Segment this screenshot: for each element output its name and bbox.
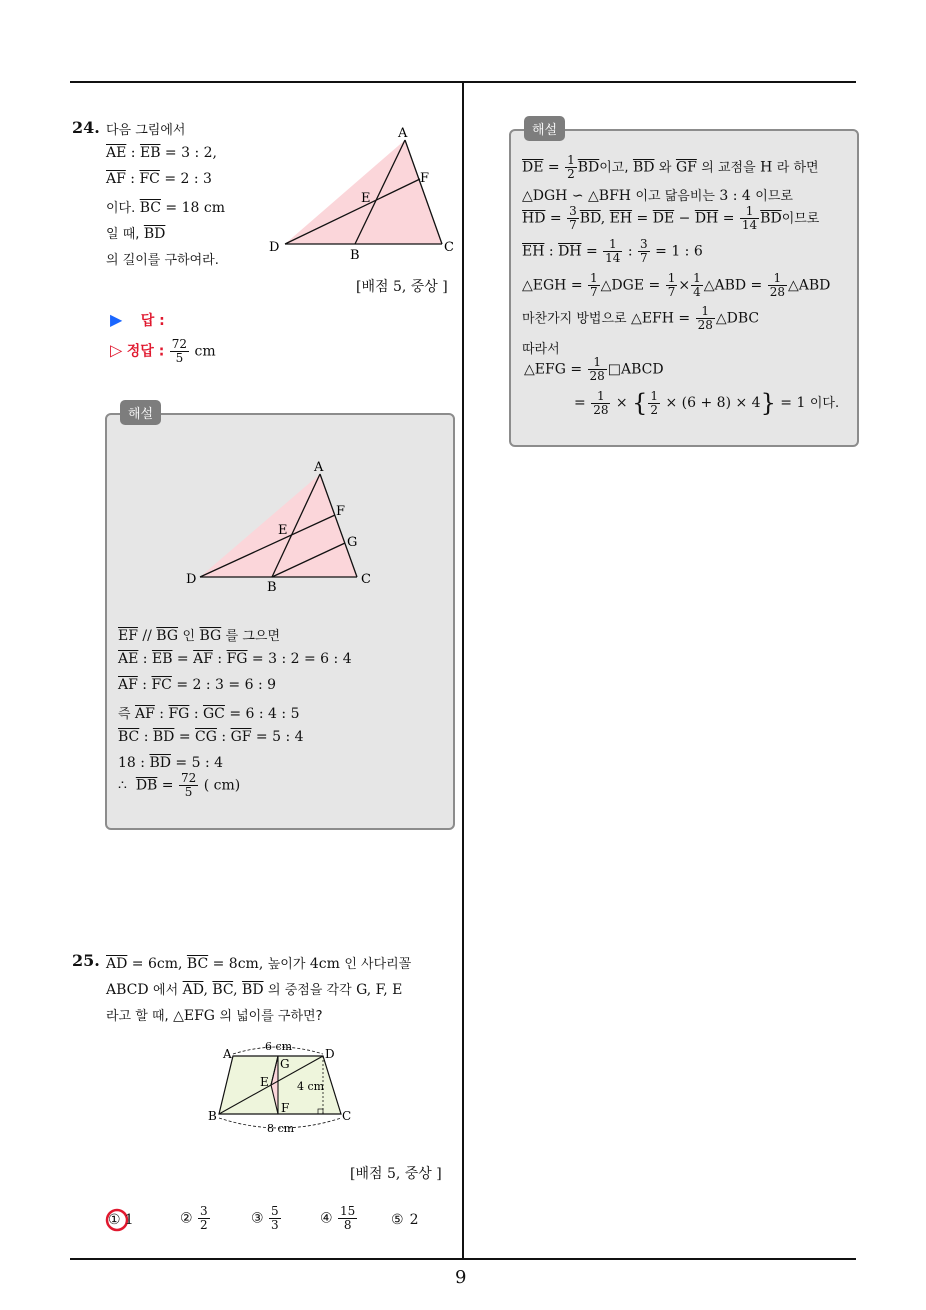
svg-text:B: B	[267, 580, 277, 595]
q25-line-3: 라고 할 때, △EFG 의 넓이를 구하면?	[106, 1008, 323, 1024]
q25-number: 25.	[72, 951, 100, 970]
svg-text:A: A	[223, 1047, 232, 1061]
svg-text:F: F	[281, 1101, 290, 1115]
correct-label: 정답 :	[126, 343, 165, 360]
q24-sol-1: $\overline{EF} // \overline{BG}$ 인 $\overline{BG}$ 를 그으면	[118, 628, 281, 644]
q24-line-1: 다음 그림에서	[106, 123, 186, 138]
q24-solution-tag: 해설	[120, 400, 161, 425]
q24-line-2: $\overline{AE}$ : $\overline{EB} = 3$ : 2,	[106, 145, 217, 161]
choice-4[interactable]: ④ $\frac{15}{8}$	[320, 1204, 356, 1232]
correct-unit: cm	[194, 343, 216, 360]
q25-sol-6: 마찬가지 방법으로 △EFH = $\frac{1}{28}$ △DBC	[522, 304, 760, 332]
label-A: A	[398, 126, 408, 141]
svg-text:E: E	[260, 1075, 269, 1089]
q24-line-5: 일 때, $\overline{BD}$	[106, 226, 166, 242]
q25-solution-tag: 해설	[524, 116, 565, 141]
q25-sol-3: $\overline{HD}$ = $\frac{3}{7}$ $\overline{BD}$, $\overline{EH} = \overline{DE} - \overline{DH}$ = $\frac{1}{14}$ $\overline{BD}$이므로	[522, 204, 820, 232]
correct-fraction: $\frac{72}{5}$	[171, 337, 188, 365]
svg-text:E: E	[278, 523, 288, 538]
q24-answer-row	[110, 310, 165, 330]
q25-line-2: ABCD 에서 $\overline{AD}$, $\overline{BC}$, $\overline{BD}$ 의 중점을 각각 G, F, E	[106, 982, 403, 998]
label-D: D	[269, 240, 280, 255]
q24-triangle-figure	[265, 122, 465, 262]
q25-sol-5: △EGH = $\frac{1}{7}$ △DGE = $\frac{1}{7}$ × $\frac{1}{4}$ △ABD = $\frac{1}{28}$ △ABD	[522, 271, 831, 299]
q25-trapezoid-figure	[205, 1038, 365, 1138]
svg-text:A: A	[314, 460, 324, 475]
q25-line-1: $\overline{AD} = 6cm$, $\overline{BC} = 8cm$, 높이가 4cm 인 사다리꼴	[106, 956, 412, 972]
play-arrow-icon: ▶	[110, 310, 123, 329]
q24-sol-6: 18 : $\overline{BD} = 5$ : 4	[118, 755, 224, 771]
q24-sol-2: $\overline{AE}$ : $\overline{EB} = \overline{AF}$ : $\overline{FG} = 3$ : 2 = 6 : 4	[118, 651, 352, 667]
svg-text:B: B	[208, 1109, 217, 1123]
q24-number: 24.	[72, 118, 100, 137]
q25-choices	[108, 1205, 438, 1245]
svg-text:D: D	[325, 1047, 335, 1061]
q24-sol-7: ∴ $\overline{DB}$ = $\frac{72}{5}$ ( cm)	[118, 771, 241, 799]
q24-line-3: $\overline{AF}$ : $\overline{FC} = 2$ : 3	[106, 171, 212, 187]
q24-line-6: 의 길이를 구하여라.	[106, 253, 219, 268]
svg-text:F: F	[336, 504, 346, 519]
bottom-rule	[70, 1258, 856, 1260]
q25-sol-7: 따라서	[522, 342, 560, 357]
svg-text:G: G	[280, 1057, 290, 1071]
q24-line-4: 이다. $\overline{BC} = 18$ cm	[106, 200, 225, 216]
choice-2[interactable]: ② $\frac{3}{2}$	[180, 1204, 208, 1232]
svg-text:8 cm: 8 cm	[267, 1122, 295, 1135]
svg-text:6 cm: 6 cm	[265, 1040, 293, 1053]
q24-solution-figure	[180, 458, 380, 598]
q24-meta: [배점 5, 중상 ]	[356, 279, 448, 295]
q25-sol-4: $\overline{EH}$ : $\overline{DH}$ = $\frac{1}{14}$ : $\frac{3}{7}$ = 1 : 6	[522, 237, 703, 265]
svg-text:C: C	[342, 1109, 352, 1123]
svg-text:G: G	[347, 535, 358, 550]
choice-5[interactable]: ⑤ 2	[391, 1212, 419, 1228]
q24-sol-5: $\overline{BC}$ : $\overline{BD} = \overline{CG}$ : $\overline{GF} = 5$ : 4	[118, 729, 304, 745]
q25-meta: [배점 5, 중상 ]	[350, 1166, 442, 1182]
label-C: C	[444, 240, 454, 255]
q25-sol-2: △DGH ∽ △BFH 이고 닮음비는 3 : 4 이므로	[522, 188, 793, 204]
label-E: E	[361, 191, 371, 206]
svg-text:D: D	[186, 572, 197, 587]
outline-arrow-icon: ▷	[110, 340, 123, 360]
svg-text:C: C	[361, 572, 371, 587]
q25-sol-1: $\overline{DE}$ = $\frac{1}{2}$ $\overline{BD}$이고, $\overline{BD}$ 와 $\overline{GF}$ 의 교점을 H 라 하면	[522, 153, 819, 181]
page-number: 9	[455, 1267, 467, 1288]
q24-sol-4: 즉 $\overline{AF}$ : $\overline{FG}$ : $\overline{GC} = 6$ : 4 : 5	[118, 706, 300, 722]
q25-sol-8: △EFG = $\frac{1}{28}$ □ABCD	[524, 355, 664, 383]
svg-text:4 cm: 4 cm	[297, 1080, 325, 1093]
choice-3[interactable]: ③ $\frac{5}{3}$	[251, 1204, 279, 1232]
answer-label: 답 :	[140, 313, 165, 329]
choice-1[interactable]: ① 1	[108, 1212, 134, 1228]
label-F: F	[420, 171, 430, 186]
q25-sol-9: = $\frac{1}{28}$ × { $\frac{1}{2}$ × (6 + 8) × 4} = 1 이다.	[574, 388, 840, 417]
q24-sol-3: $\overline{AF}$ : $\overline{FC} = 2$ : 3 = 6 : 9	[118, 677, 277, 693]
label-B: B	[350, 248, 360, 262]
q24-correct-row	[110, 338, 216, 365]
